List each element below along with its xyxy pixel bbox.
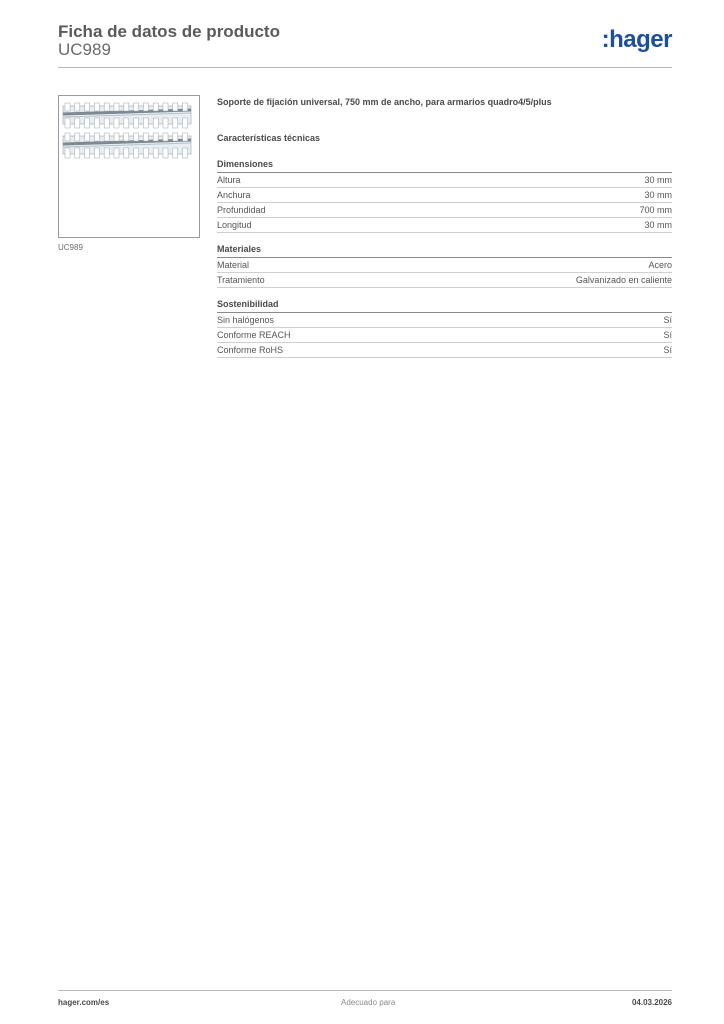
spec-row bbox=[217, 258, 672, 273]
spec-row bbox=[217, 273, 672, 288]
spec-label: Sin halógenos bbox=[217, 315, 275, 325]
spec-value: 30 mm bbox=[644, 220, 672, 230]
spec-value: 30 mm bbox=[644, 175, 672, 185]
spec-section bbox=[217, 158, 672, 233]
spec-value: Galvanizado en caliente bbox=[575, 275, 672, 285]
spec-label: Anchura bbox=[217, 190, 251, 200]
mounting-bracket-illustration bbox=[59, 96, 199, 237]
spec-row bbox=[217, 218, 672, 233]
spec-section bbox=[217, 298, 672, 358]
footer-note: Adecuado para bbox=[341, 998, 396, 1007]
footer-website: hager.com/es bbox=[58, 998, 110, 1007]
spec-value: 700 mm bbox=[639, 205, 672, 215]
image-caption: UC989 bbox=[58, 243, 83, 252]
footer-date: 04.03.2026 bbox=[631, 998, 672, 1007]
spec-row bbox=[217, 203, 672, 218]
product-code: UC989 bbox=[58, 40, 111, 59]
spec-label: Conforme REACH bbox=[217, 330, 291, 340]
spec-value: 30 mm bbox=[644, 190, 672, 200]
spec-value: Sí bbox=[663, 315, 672, 325]
spec-section bbox=[217, 243, 672, 288]
spec-row bbox=[217, 343, 672, 358]
technical-characteristics-heading: Características técnicas bbox=[217, 133, 321, 143]
spec-row bbox=[217, 328, 672, 343]
spec-label: Material bbox=[217, 260, 250, 270]
section-title: Materiales bbox=[217, 243, 672, 258]
hager-logo bbox=[602, 26, 672, 54]
spec-row bbox=[217, 313, 672, 328]
spec-row bbox=[217, 188, 672, 203]
spec-content bbox=[217, 96, 672, 368]
spec-label: Longitud bbox=[217, 220, 252, 230]
footer-divider bbox=[58, 990, 672, 991]
product-description: Soporte de fijación universal, 750 mm de ancho, para armarios quadro4/5/plus bbox=[217, 97, 552, 107]
spec-row bbox=[217, 173, 672, 188]
logo-mark-icon: : bbox=[601, 26, 610, 53]
spec-label: Tratamiento bbox=[217, 275, 265, 285]
spec-value: Sí bbox=[663, 345, 672, 355]
spec-value: Acero bbox=[648, 260, 672, 270]
spec-value: Sí bbox=[663, 330, 672, 340]
page-title: Ficha de datos de producto bbox=[58, 22, 280, 41]
spec-label: Profundidad bbox=[217, 205, 266, 215]
logo-text: hager bbox=[609, 26, 672, 53]
header-divider bbox=[58, 67, 672, 68]
section-title: Dimensiones bbox=[217, 158, 672, 173]
spec-sections bbox=[217, 158, 672, 358]
section-title: Sostenibilidad bbox=[217, 298, 672, 313]
spec-label: Altura bbox=[217, 175, 241, 185]
spec-label: Conforme RoHS bbox=[217, 345, 284, 355]
product-image bbox=[58, 95, 200, 238]
